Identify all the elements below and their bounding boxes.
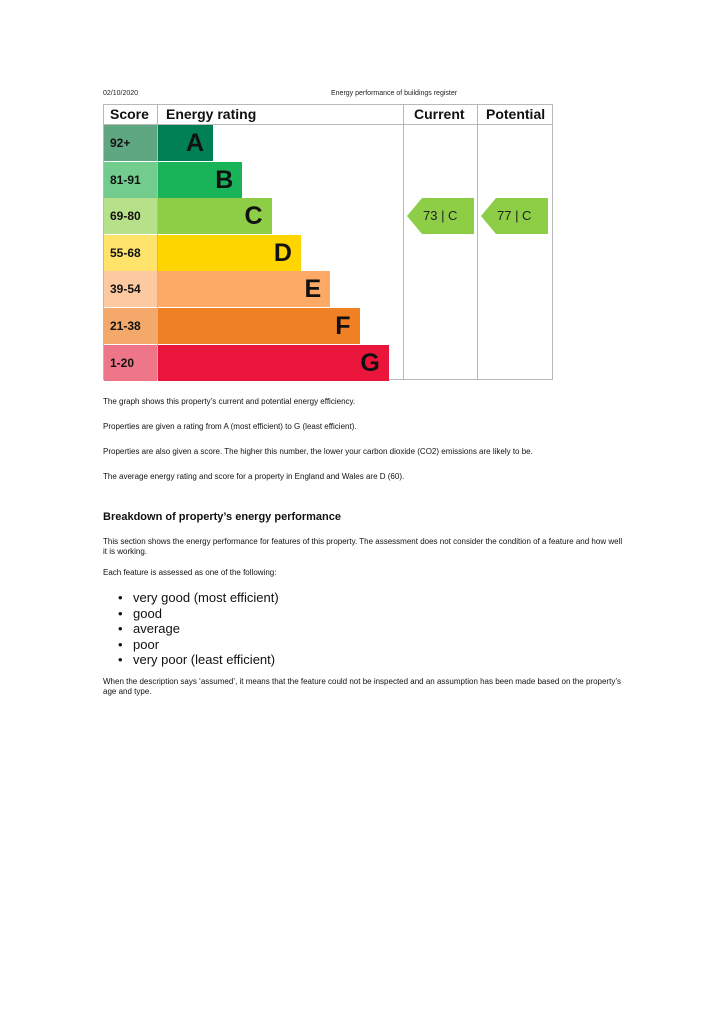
rating-band-b (158, 162, 242, 198)
rating-band-d (158, 235, 301, 271)
score-column-header: Score (110, 106, 149, 122)
graph-description: The graph shows this property’s current and potential energy efficiency. (103, 397, 356, 406)
rating-letter-g: G (360, 348, 380, 377)
rating-letter-a: A (185, 129, 204, 157)
rating-band-g (158, 345, 389, 381)
rating-band-a (158, 125, 213, 161)
current-column-header: Current (414, 106, 465, 122)
rating-band-e (158, 271, 330, 307)
list-item: • very good (most efficient) (118, 590, 279, 606)
efficiency-levels-list (118, 590, 279, 668)
average-description: The average energy rating and score for a property in England and Wales are D (60). (103, 472, 405, 481)
score-range-d: 55-68 (104, 235, 157, 271)
list-item: • very poor (least efficient) (118, 652, 279, 668)
current-rating-label: 73 | C (423, 208, 458, 224)
rating-letter-b: B (215, 165, 234, 194)
report-date: 02/10/2020 (103, 90, 139, 97)
assessment-intro: Each feature is assessed as one of the following: (103, 568, 277, 577)
score-range-a: 92+ (104, 125, 157, 161)
rating-letter-d: D (273, 238, 292, 267)
rating-description: Properties are given a rating from A (most efficient) to G (least efficient). (103, 422, 357, 431)
potential-rating-label: 77 | C (497, 208, 532, 224)
score-range-f: 21-38 (104, 308, 157, 344)
potential-column-divider (477, 105, 478, 379)
breakdown-intro: This section shows the energy performance for features of this property. The assessment does not consider the condition of a feature and how well it is working. (103, 537, 623, 556)
potential-column-header: Potential (486, 106, 546, 122)
register-title: Energy performance of buildings register (331, 90, 458, 97)
list-item: • poor (118, 637, 279, 653)
assumed-note: When the description says ‘assumed’, it means that the feature could not be inspected and an assumption has been made based on the property’s age and type. (103, 677, 621, 696)
rating-letter-c: C (244, 202, 263, 231)
score-description: Properties are also given a score. The higher this number, the lower your carbon dioxide (CO2) emissions are likely to be. (103, 447, 533, 456)
score-range-c: 69-80 (104, 198, 157, 234)
score-range-e: 39-54 (104, 271, 157, 307)
list-item: • good (118, 606, 279, 622)
energy-rating-chart (103, 104, 553, 380)
rating-letter-e: E (304, 275, 322, 304)
list-item: • average (118, 621, 279, 637)
current-column-divider (403, 105, 404, 379)
rating-column-header: Energy rating (166, 106, 257, 122)
rating-band-c (158, 198, 272, 234)
breakdown-heading: Breakdown of property’s energy performance (103, 511, 341, 523)
rating-letter-f: F (335, 312, 351, 340)
score-range-b: 81-91 (104, 162, 157, 198)
rating-band-f (158, 308, 360, 344)
score-range-g: 1-20 (104, 345, 157, 381)
